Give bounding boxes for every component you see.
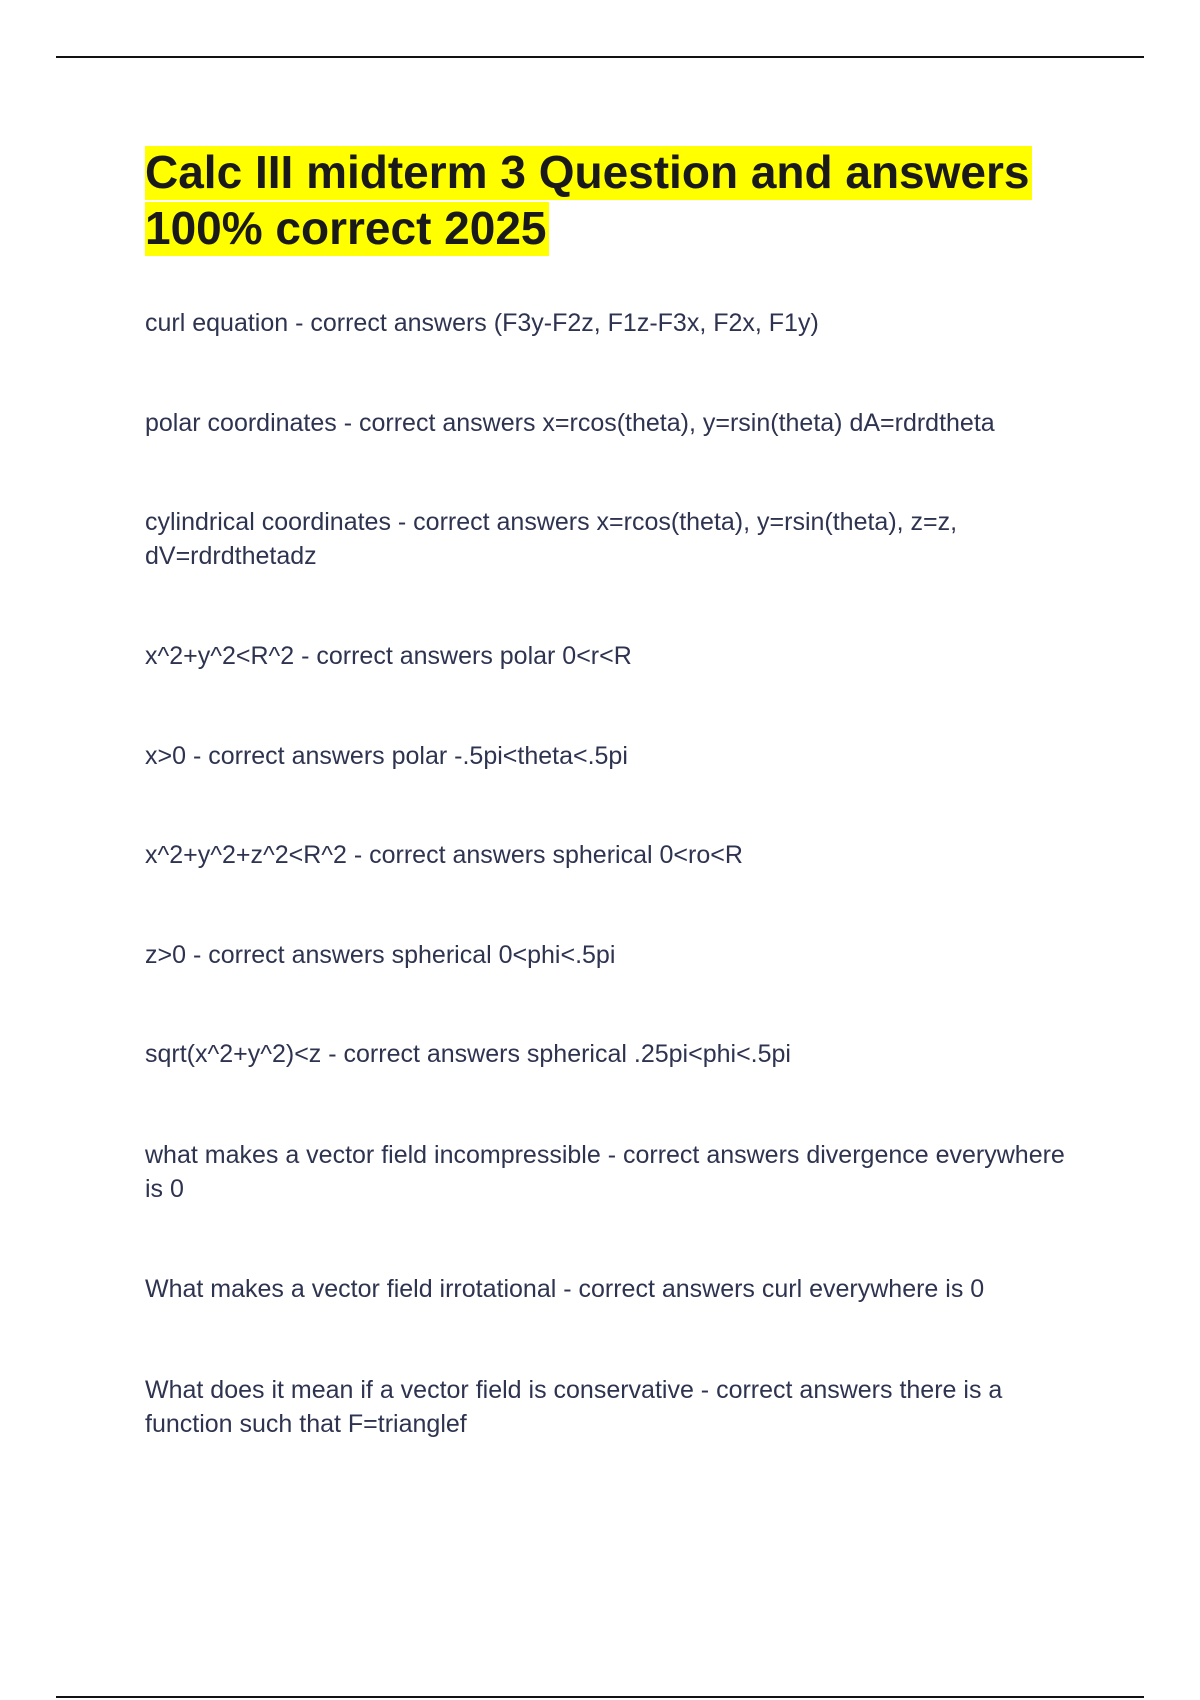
qa-item-cone-region: sqrt(x^2+y^2)<z - correct answers spherical .25pi<phi<.5pi bbox=[145, 1040, 791, 1068]
title-line-2: 100% correct 2025 bbox=[145, 202, 547, 254]
qa-item-irrotational: What makes a vector field irrotational - correct answers curl everywhere is 0 bbox=[145, 1275, 985, 1303]
qa-item-right-half-plane: x>0 - correct answers polar -.5pi<theta<.5pi bbox=[145, 742, 628, 770]
qa-item-incompressible: what makes a vector field incompressible - correct answers divergence everywhere is 0 bbox=[145, 1141, 1065, 1203]
qa-item-polar-coordinates: polar coordinates - correct answers x=rcos(theta), y=rsin(theta) dA=rdrdtheta bbox=[145, 409, 995, 437]
qa-item-curl-equation: curl equation - correct answers (F3y-F2z, F1z-F3x, F2x, F1y) bbox=[145, 309, 819, 337]
top-rule bbox=[56, 56, 1144, 58]
qa-item-disk-region: x^2+y^2<R^2 - correct answers polar 0<r<R bbox=[145, 642, 632, 670]
qa-item-upper-half-space: z>0 - correct answers spherical 0<phi<.5pi bbox=[145, 941, 616, 969]
qa-item-conservative: What does it mean if a vector field is conservative - correct answers there is a function such that F=trianglef bbox=[145, 1376, 1003, 1438]
qa-item-cylindrical-coordinates: cylindrical coordinates - correct answers x=rcos(theta), y=rsin(theta), z=z, dV=rdrdthetadz bbox=[145, 508, 958, 570]
document-title bbox=[145, 144, 1085, 256]
qa-item-ball-region: x^2+y^2+z^2<R^2 - correct answers spherical 0<ro<R bbox=[145, 841, 743, 869]
title-line-1: Calc III midterm 3 Question and answers bbox=[145, 146, 1030, 198]
bottom-rule bbox=[56, 1696, 1144, 1698]
